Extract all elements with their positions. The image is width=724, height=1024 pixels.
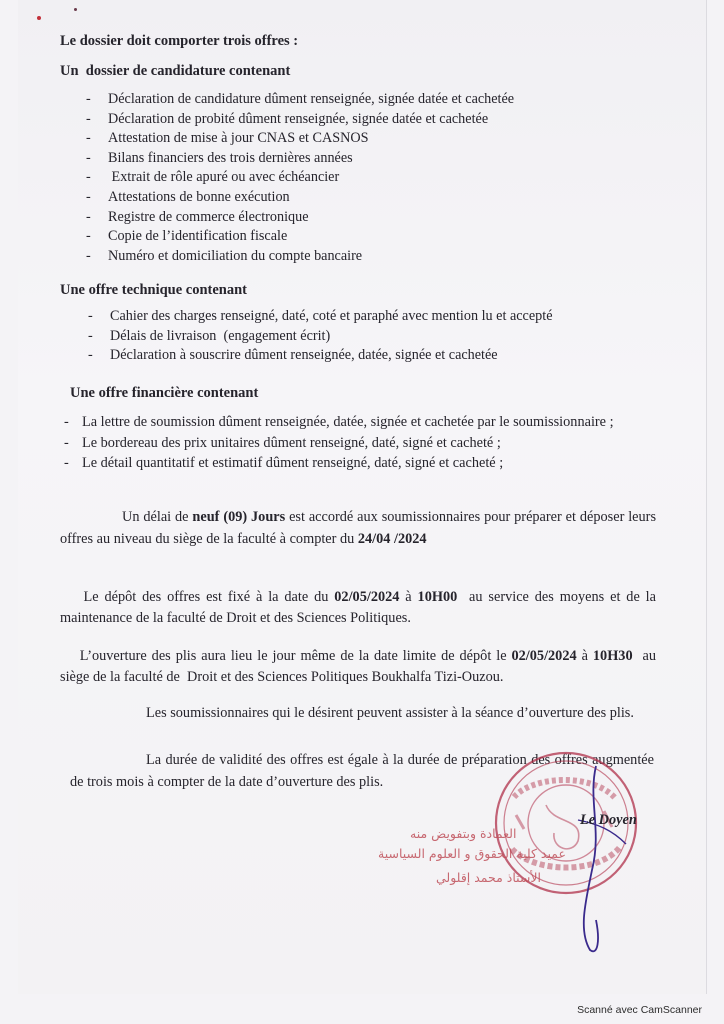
list-item: - Registre de commerce électronique [86, 208, 514, 228]
list-item: - La lettre de soumission dûment renseignée, datée, signée et cachetée par le soumissionnaire ; [62, 412, 654, 433]
financiere-list [62, 412, 654, 474]
candidature-list [86, 90, 514, 266]
section-title-financiere: Une offre financière contenant [70, 385, 259, 401]
list-item: - Déclaration de probité dûment renseignée, signée datée et cachetée [86, 110, 514, 130]
list-item: - Déclaration à souscrire dûment renseignée, datée, signée et cachetée [88, 346, 553, 366]
document-heading: Le dossier doit comporter trois offres : [60, 33, 299, 49]
stamp-text-line: عميد كلية الحقوق و العلوم السياسية [378, 846, 566, 861]
list-item: - Attestation de mise à jour CNAS et CASNOS [86, 129, 514, 149]
list-item: - Attestations de bonne exécution [86, 188, 514, 208]
list-item: - Extrait de rôle apuré ou avec échéancier [86, 168, 514, 188]
list-item: - Le détail quantitatif et estimatif dûment renseigné, daté, signé et cacheté ; [62, 453, 654, 474]
document-page [18, 0, 707, 994]
list-item: - Déclaration de candidature dûment renseignée, signée datée et cachetée [86, 90, 514, 110]
ink-dot [74, 8, 77, 11]
delai-paragraph: Un délai de neuf (09) Jours est accordé aux soumissionnaires pour préparer et déposer leurs offres au niveau du siège de la faculté à compter du 24/04 /2024 [60, 509, 657, 547]
list-item: - Copie de l’identification fiscale [86, 227, 514, 247]
validite-paragraph: La durée de validité des offres est égale à la durée de préparation des offres augmentée de trois mois à compter de la date d’ouverture des plis. [70, 752, 654, 790]
list-item: - Numéro et domiciliation du compte bancaire [86, 247, 514, 267]
section-title-technique: Une offre technique contenant [60, 282, 248, 298]
signatory-title: Le Doyen [580, 812, 637, 828]
assister-paragraph: Les soumissionnaires qui le désirent peuvent assister à la séance d’ouverture des plis. [146, 705, 634, 721]
technique-list [88, 307, 553, 366]
depot-paragraph: Le dépôt des offres est fixé à la date du 02/05/2024 à 10H00 au service des moyens et de la maintenance de la faculté de Droit et des Sciences Politiques. [60, 588, 660, 626]
section-title-candidature: Un dossier de candidature contenant [60, 63, 291, 79]
stamp-text-line: الأستاذ محمد إقلولي [436, 870, 541, 885]
list-item: - Cahier des charges renseigné, daté, coté et paraphé avec mention lu et accepté [88, 307, 553, 327]
scanner-watermark: Scanné avec CamScanner [577, 1004, 702, 1016]
stamp-text-line: العمادة وبتفويض منه [410, 826, 517, 841]
list-item: - Délais de livraison (engagement écrit) [88, 327, 553, 347]
list-item: - Bilans financiers des trois dernières années [86, 149, 514, 169]
ink-dot [37, 16, 41, 20]
ouverture-paragraph: L’ouverture des plis aura lieu le jour même de la date limite de dépôt le 02/05/2024 à 10H30 au siège de la faculté de Droit et des Sciences Politiques Boukhalfa Tizi-Ouzou. [60, 647, 660, 685]
list-item: - Le bordereau des prix unitaires dûment renseigné, daté, signé et cacheté ; [62, 433, 654, 454]
